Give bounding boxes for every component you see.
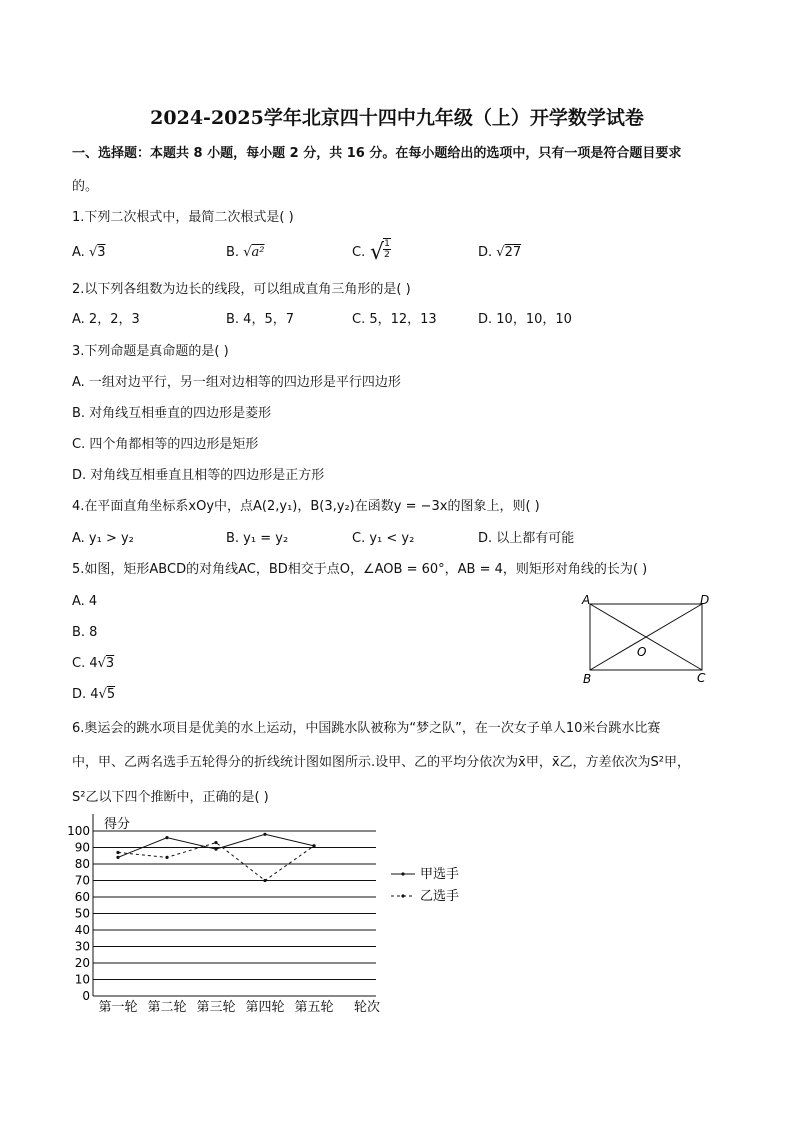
y-axis-label: 得分 — [104, 817, 131, 832]
y-tick-label: 40 — [74, 923, 90, 937]
y-tick-label: 0 — [82, 989, 90, 1003]
chart-series — [116, 833, 315, 882]
center-o-label: O — [637, 645, 647, 659]
q4-option-c: C. y₁ < y₂ — [352, 531, 415, 546]
q2-stem: 2.以下列各组数为边长的线段，可以组成直角三角形的是( ) — [72, 282, 411, 297]
y-axis-ticks — [67, 824, 90, 1003]
y-tick-label: 50 — [74, 906, 90, 921]
q3-option-b: B. 对角线互相垂直的四边形是菱形 — [72, 406, 272, 421]
vertex-a-label: A — [582, 593, 591, 607]
q6-line1: 6.奥运会的跳水项目是优美的水上运动，中国跳水队被称为“梦之队”，在一次女子单人10米台跳水比赛 — [72, 721, 661, 736]
data-point — [263, 833, 266, 836]
q2-option-b: B. 4，5，7 — [226, 312, 294, 327]
y-tick-label: 30 — [74, 939, 90, 954]
q1-option-b: B. √a² — [226, 245, 265, 260]
legend-marker — [401, 872, 404, 875]
q4-stem: 4.在平面直角坐标系xOy中，点A(2,y₁)，B(3,y₂)在函数y = −3x的图象上，则( ) — [72, 499, 540, 514]
y-tick-label: 20 — [74, 956, 90, 970]
sqrt-sign: √ — [88, 245, 98, 260]
section-heading-line1: 一、选择题：本题共 8 小题，每小题 2 分，共 16 分。在每小题给出的选项中，只有一项是符合题目要求 — [72, 146, 682, 161]
data-point — [165, 856, 168, 859]
q5-option-a: A. 4 — [72, 594, 98, 609]
data-point — [312, 844, 315, 847]
q4-option-b: B. y₁ = y₂ — [226, 531, 289, 546]
x-axis-ticks — [98, 999, 333, 1015]
x-tick-label: 第一轮 — [98, 1000, 138, 1015]
x-tick-label: 第二轮 — [147, 1000, 187, 1015]
sqrt-sign: √ — [370, 240, 385, 265]
q2-option-c: C. 5，12，13 — [352, 312, 437, 327]
q2-option-a: A. 2，2，3 — [72, 312, 140, 327]
sqrt-sign: √ — [243, 245, 252, 260]
section-heading-line2: 的。 — [72, 179, 99, 194]
score-line-chart — [60, 812, 480, 1024]
page-title: 2024-2025学年北京四十四中九年级（上）开学数学试卷 — [150, 107, 644, 129]
q4-option-d: D. 以上都有可能 — [478, 531, 575, 546]
x-tick-label: 第五轮 — [294, 1000, 334, 1015]
q1-option-a: A. √3 — [72, 245, 106, 260]
q6-line2: 中，甲、乙两名选手五轮得分的折线统计图如图所示.设甲、乙的平均分依次为x̄甲，x̄乙，方差依次为S²甲， — [72, 755, 690, 770]
sqrt-sign: √ — [97, 656, 106, 671]
q1-stem: 1.下列二次根式中，最简二次根式是( ) — [72, 210, 294, 225]
rectangle-figure — [576, 590, 726, 690]
vertex-d-label: D — [700, 593, 710, 607]
y-tick-label: 90 — [74, 840, 90, 855]
q1-option-c: C. √ 1 2 — [352, 238, 365, 268]
y-tick-label: 100 — [67, 824, 90, 838]
q1-option-d: D. √27 — [478, 245, 522, 260]
y-tick-label: 70 — [74, 873, 90, 888]
y-tick-label: 80 — [74, 857, 90, 871]
series-line-1 — [118, 834, 314, 857]
y-tick-label: 10 — [74, 972, 90, 987]
y-tick-label: 60 — [74, 890, 90, 904]
data-point — [165, 836, 168, 839]
q5-stem: 5.如图，矩形ABCD的对角线AC，BD相交于点O，∠AOB = 60°，AB = 4，则矩形对角线的长为( ) — [72, 562, 648, 577]
q3-option-a: A. 一组对边平行，另一组对边相等的四边形是平行四边形 — [72, 375, 401, 390]
data-point — [214, 841, 217, 844]
x-axis-label: 轮次 — [354, 1000, 381, 1015]
sqrt-sign: √ — [98, 687, 107, 702]
legend-marker — [401, 894, 404, 897]
q3-option-c: C. 四个角都相等的四边形是矩形 — [72, 437, 259, 452]
legend-label: 甲选手 — [420, 867, 460, 882]
legend-label: 乙选手 — [420, 889, 460, 904]
q3-stem: 3.下列命题是真命题的是( ) — [72, 344, 229, 359]
q5-option-d: D. 4√5 — [72, 687, 116, 702]
q5-option-c: C. 4√3 — [72, 656, 115, 671]
data-point — [263, 879, 266, 882]
data-point — [214, 848, 217, 851]
x-tick-label: 第四轮 — [245, 1000, 285, 1015]
q5-option-b: B. 8 — [72, 625, 98, 640]
q6-line3: S²乙以下四个推断中，正确的是( ) — [72, 790, 269, 805]
chart-grid — [93, 831, 376, 980]
data-point — [116, 856, 119, 859]
sqrt-sign: √ — [496, 245, 505, 260]
q3-option-d: D. 对角线互相垂直且相等的四边形是正方形 — [72, 468, 325, 483]
vertex-b-label: B — [583, 672, 592, 686]
q2-option-d: D. 10，10，10 — [478, 312, 572, 327]
q4-option-a: A. y₁ > y₂ — [72, 531, 134, 546]
x-tick-label: 第三轮 — [196, 1000, 236, 1015]
vertex-c-label: C — [697, 671, 706, 685]
data-point — [116, 851, 119, 854]
chart-legend — [391, 866, 459, 904]
